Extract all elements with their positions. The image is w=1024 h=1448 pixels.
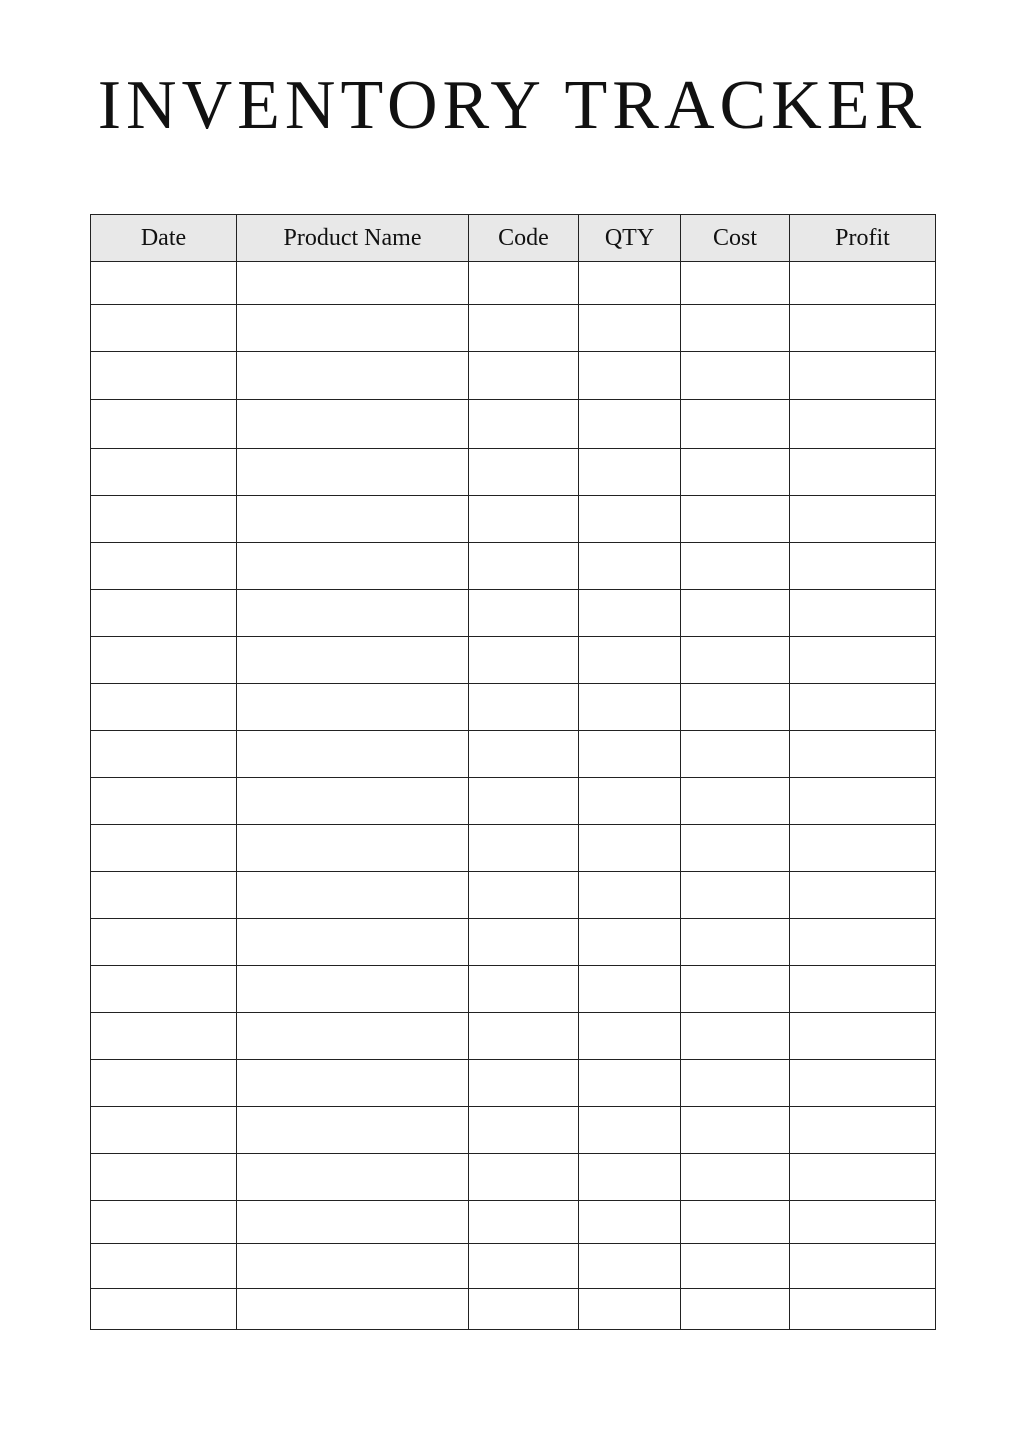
table-row (91, 872, 936, 919)
table-row (91, 449, 936, 496)
table-row (91, 778, 936, 825)
cell-profit[interactable] (790, 352, 936, 400)
cell-product-name[interactable] (237, 1244, 469, 1289)
cell-code[interactable] (469, 262, 579, 305)
cell-date[interactable] (91, 400, 237, 449)
cell-date[interactable] (91, 1060, 237, 1107)
cell-product-name[interactable] (237, 1107, 469, 1154)
cell-profit[interactable] (790, 966, 936, 1013)
cell-product-name[interactable] (237, 352, 469, 400)
cell-profit[interactable] (790, 637, 936, 684)
cell-code[interactable] (469, 872, 579, 919)
cell-product-name[interactable] (237, 872, 469, 919)
cell-cost[interactable] (681, 400, 790, 449)
cell-date[interactable] (91, 543, 237, 590)
cell-qty[interactable] (579, 778, 681, 825)
cell-product-name[interactable] (237, 449, 469, 496)
cell-product-name[interactable] (237, 1154, 469, 1201)
cell-code[interactable] (469, 1244, 579, 1289)
column-header-date: Date (91, 215, 237, 262)
cell-product-name[interactable] (237, 496, 469, 543)
table-row (91, 1201, 936, 1244)
column-header-qty: QTY (579, 215, 681, 262)
cell-cost[interactable] (681, 919, 790, 966)
cell-qty[interactable] (579, 1060, 681, 1107)
cell-product-name[interactable] (237, 1289, 469, 1330)
cell-product-name[interactable] (237, 684, 469, 731)
cell-date[interactable] (91, 872, 237, 919)
cell-qty[interactable] (579, 919, 681, 966)
cell-product-name[interactable] (237, 1201, 469, 1244)
table-row (91, 543, 936, 590)
cell-date[interactable] (91, 262, 237, 305)
cell-qty[interactable] (579, 262, 681, 305)
cell-qty[interactable] (579, 1244, 681, 1289)
cell-code[interactable] (469, 496, 579, 543)
cell-cost[interactable] (681, 590, 790, 637)
cell-cost[interactable] (681, 731, 790, 778)
cell-cost[interactable] (681, 825, 790, 872)
cell-code[interactable] (469, 1107, 579, 1154)
table-row (91, 731, 936, 778)
cell-date[interactable] (91, 352, 237, 400)
cell-profit[interactable] (790, 684, 936, 731)
table-row (91, 825, 936, 872)
table-row (91, 1154, 936, 1201)
table-row (91, 1060, 936, 1107)
cell-profit[interactable] (790, 449, 936, 496)
table-row (91, 919, 936, 966)
table-row (91, 496, 936, 543)
table-row (91, 400, 936, 449)
table-body (91, 262, 936, 1330)
cell-code[interactable] (469, 637, 579, 684)
cell-date[interactable] (91, 966, 237, 1013)
cell-cost[interactable] (681, 637, 790, 684)
cell-qty[interactable] (579, 825, 681, 872)
cell-qty[interactable] (579, 1154, 681, 1201)
table-row (91, 305, 936, 352)
cell-qty[interactable] (579, 496, 681, 543)
cell-date[interactable] (91, 778, 237, 825)
column-header-product-name: Product Name (237, 215, 469, 262)
cell-qty[interactable] (579, 590, 681, 637)
cell-product-name[interactable] (237, 919, 469, 966)
table-row (91, 966, 936, 1013)
cell-code[interactable] (469, 400, 579, 449)
cell-cost[interactable] (681, 352, 790, 400)
cell-profit[interactable] (790, 400, 936, 449)
cell-product-name[interactable] (237, 1060, 469, 1107)
cell-date[interactable] (91, 496, 237, 543)
cell-profit[interactable] (790, 305, 936, 352)
cell-profit[interactable] (790, 778, 936, 825)
cell-cost[interactable] (681, 872, 790, 919)
cell-code[interactable] (469, 919, 579, 966)
cell-cost[interactable] (681, 778, 790, 825)
cell-product-name[interactable] (237, 966, 469, 1013)
column-header-profit: Profit (790, 215, 936, 262)
cell-profit[interactable] (790, 590, 936, 637)
cell-code[interactable] (469, 778, 579, 825)
cell-code[interactable] (469, 966, 579, 1013)
cell-qty[interactable] (579, 449, 681, 496)
cell-cost[interactable] (681, 1154, 790, 1201)
cell-profit[interactable] (790, 1244, 936, 1289)
cell-code[interactable] (469, 825, 579, 872)
cell-profit[interactable] (790, 1201, 936, 1244)
cell-cost[interactable] (681, 449, 790, 496)
cell-qty[interactable] (579, 637, 681, 684)
table-row (91, 1244, 936, 1289)
cell-qty[interactable] (579, 872, 681, 919)
cell-date[interactable] (91, 731, 237, 778)
cell-code[interactable] (469, 590, 579, 637)
column-header-code: Code (469, 215, 579, 262)
cell-code[interactable] (469, 305, 579, 352)
cell-product-name[interactable] (237, 543, 469, 590)
cell-profit[interactable] (790, 543, 936, 590)
cell-date[interactable] (91, 684, 237, 731)
cell-date[interactable] (91, 1154, 237, 1201)
cell-code[interactable] (469, 731, 579, 778)
cell-product-name[interactable] (237, 262, 469, 305)
cell-date[interactable] (91, 825, 237, 872)
table-row (91, 352, 936, 400)
cell-qty[interactable] (579, 305, 681, 352)
cell-code[interactable] (469, 1060, 579, 1107)
cell-code[interactable] (469, 684, 579, 731)
page-title: INVENTORY TRACKER (97, 67, 927, 144)
cell-code[interactable] (469, 543, 579, 590)
cell-qty[interactable] (579, 1201, 681, 1244)
cell-product-name[interactable] (237, 731, 469, 778)
cell-product-name[interactable] (237, 778, 469, 825)
cell-date[interactable] (91, 1107, 237, 1154)
cell-code[interactable] (469, 449, 579, 496)
cell-qty[interactable] (579, 1107, 681, 1154)
cell-cost[interactable] (681, 305, 790, 352)
cell-code[interactable] (469, 1289, 579, 1330)
cell-date[interactable] (91, 590, 237, 637)
cell-profit[interactable] (790, 919, 936, 966)
cell-code[interactable] (469, 1013, 579, 1060)
cell-cost[interactable] (681, 1013, 790, 1060)
cell-product-name[interactable] (237, 637, 469, 684)
cell-code[interactable] (469, 352, 579, 400)
cell-profit[interactable] (790, 1013, 936, 1060)
cell-profit[interactable] (790, 872, 936, 919)
inventory-table (90, 214, 936, 1330)
cell-profit[interactable] (790, 1154, 936, 1201)
cell-qty[interactable] (579, 1013, 681, 1060)
cell-date[interactable] (91, 1244, 237, 1289)
table-row (91, 262, 936, 305)
table-row (91, 684, 936, 731)
cell-date[interactable] (91, 1201, 237, 1244)
cell-qty[interactable] (579, 543, 681, 590)
cell-qty[interactable] (579, 352, 681, 400)
table-row (91, 637, 936, 684)
cell-cost[interactable] (681, 1107, 790, 1154)
cell-product-name[interactable] (237, 400, 469, 449)
cell-profit[interactable] (790, 262, 936, 305)
cell-profit[interactable] (790, 1060, 936, 1107)
cell-qty[interactable] (579, 684, 681, 731)
table-row (91, 1289, 936, 1330)
cell-cost[interactable] (681, 1201, 790, 1244)
cell-cost[interactable] (681, 262, 790, 305)
cell-cost[interactable] (681, 1060, 790, 1107)
cell-product-name[interactable] (237, 305, 469, 352)
cell-profit[interactable] (790, 496, 936, 543)
table-row (91, 590, 936, 637)
cell-cost[interactable] (681, 1244, 790, 1289)
cell-date[interactable] (91, 449, 237, 496)
cell-cost[interactable] (681, 684, 790, 731)
cell-qty[interactable] (579, 400, 681, 449)
cell-profit[interactable] (790, 1289, 936, 1330)
cell-cost[interactable] (681, 496, 790, 543)
cell-qty[interactable] (579, 731, 681, 778)
cell-profit[interactable] (790, 1107, 936, 1154)
cell-code[interactable] (469, 1154, 579, 1201)
cell-product-name[interactable] (237, 1013, 469, 1060)
cell-code[interactable] (469, 1201, 579, 1244)
cell-date[interactable] (91, 637, 237, 684)
cell-product-name[interactable] (237, 825, 469, 872)
cell-date[interactable] (91, 305, 237, 352)
cell-product-name[interactable] (237, 590, 469, 637)
cell-qty[interactable] (579, 1289, 681, 1330)
table-header-row (91, 215, 936, 262)
cell-date[interactable] (91, 1013, 237, 1060)
cell-cost[interactable] (681, 966, 790, 1013)
cell-cost[interactable] (681, 543, 790, 590)
cell-date[interactable] (91, 919, 237, 966)
cell-qty[interactable] (579, 966, 681, 1013)
table-row (91, 1107, 936, 1154)
cell-cost[interactable] (681, 1289, 790, 1330)
table-row (91, 1013, 936, 1060)
cell-profit[interactable] (790, 731, 936, 778)
column-header-cost: Cost (681, 215, 790, 262)
cell-profit[interactable] (790, 825, 936, 872)
cell-date[interactable] (91, 1289, 237, 1330)
